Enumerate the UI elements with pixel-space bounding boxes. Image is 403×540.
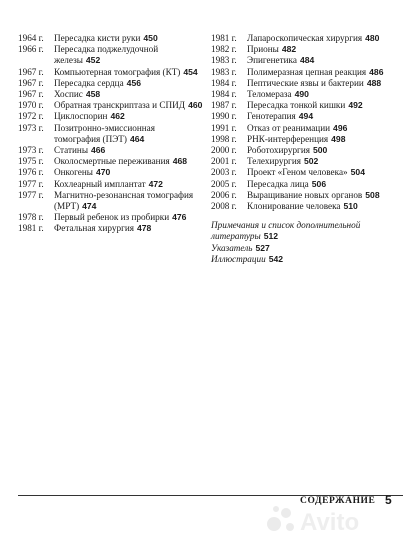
toc-entry-title-text: Магнитно-резонансная томография (МРТ) [54,189,194,212]
toc-entry-page: 478 [137,223,152,234]
toc-entry-title-text: Пересадка поджелудочной железы [54,44,159,66]
toc-entry-year: 1970 г. [18,100,44,111]
toc-entry [211,33,401,44]
toc-entry-page: 462 [110,111,125,122]
toc-entry-title [247,156,401,167]
toc-entry [18,44,203,66]
toc-entry-year: 1973 г. [18,145,44,156]
toc-entry [18,111,203,122]
toc-entry [18,123,203,145]
toc-entry-page: 490 [294,89,309,100]
toc-entry-title [247,100,401,111]
toc-entry-year: 1990 г. [211,111,237,122]
toc-entry-title-text: Пересадка кисти руки [54,33,141,43]
toc-entry-page: 484 [299,55,315,66]
toc-entry-year: 1981 г. [18,223,44,234]
toc-entry [18,179,203,190]
toc-entry-page: 450 [143,33,158,43]
toc-entry-title-text: Компьютерная томография (КТ) [54,66,181,77]
toc-entry-year: 1984 г. [211,89,237,100]
toc-entry [211,100,401,111]
toc-entry-title-text: Отказ от реанимации [247,122,331,133]
toc-entry-title-text: Статины [54,145,88,156]
toc-entry-year: 1987 г. [211,100,237,111]
toc-entry [18,33,203,44]
toc-entry-year: 1972 г. [18,111,44,122]
toc-entry-year: 1967 г. [18,77,44,88]
toc-entry-page: 458 [85,89,101,100]
toc-entry [18,67,203,78]
toc-entry-page: 466 [91,145,106,156]
toc-entry-title-text: Выращивание новых органов [247,189,363,200]
toc-entry-year: 1967 г. [18,89,44,100]
toc-entry-year: 1966 г. [18,44,44,55]
toc-entry-title [247,134,401,145]
toc-entry [211,55,401,66]
toc-entry-page: 454 [183,66,198,77]
toc-entry-title [247,123,401,134]
toc-entry [18,78,203,89]
toc-entry-title [247,190,401,201]
toc-entry [18,167,203,178]
toc-entry-title [54,111,203,122]
toc-entry-page: 486 [369,66,384,77]
toc-entry-title [247,55,401,66]
toc-entry-title-text: Роботохирургия [247,145,310,156]
footer-section-title: СОДЕРЖАНИЕ [300,496,376,506]
toc-entry-title-text: Пересадка лица [247,178,309,189]
toc-entry [18,190,203,212]
toc-entry-year: 1983 г. [211,55,237,66]
toc-entry-title-text: Онкогены [54,167,93,178]
toc-entry [211,67,401,78]
toc-entry-year: 1977 г. [18,178,44,189]
toc-entry-year: 1991 г. [211,122,237,133]
back-matter-title: Указатель [211,242,253,253]
toc-entry-title [54,156,203,167]
toc-entry-title [247,111,401,122]
toc-entry-title [247,78,401,89]
toc-entry-title-text: Лапароскопическая хирургия [247,33,363,43]
back-matter-entry [211,220,401,242]
toc-entry-page: 476 [172,212,187,223]
toc-entry-title [247,33,401,44]
toc-entry-page: 488 [366,77,382,88]
toc-entry-year: 2008 г. [211,201,237,212]
toc-entry-title [54,167,203,178]
back-matter-title: Иллюстрации [211,253,266,264]
toc-entry [211,123,401,134]
toc-entry-title-text: Позитронно-эмиссионная томография (ПЭТ) [54,122,155,144]
toc-entry-page: 468 [172,156,188,167]
toc-entry-year: 1984 г. [211,77,237,88]
back-matter-entry [211,254,401,265]
avito-watermark-icon [262,498,402,540]
toc-entry-title-text: Пересадка сердца [54,77,124,88]
toc-entry-title-text: Клонирование человека [247,201,341,212]
toc-entry-title-text: Проект «Геном человека» [247,167,348,178]
toc-entry-title [247,179,401,190]
toc-entry-title [247,44,401,55]
toc-entry-year: 1998 г. [211,133,237,144]
toc-entry-year: 1975 г. [18,156,44,167]
toc-entry-title [247,201,401,212]
toc-entry-title [247,67,401,78]
toc-entry-title-text: Циклоспорин [54,111,108,122]
spacer [211,212,401,220]
toc-entry-title-text: Хоспис [54,89,83,100]
toc-entry-year: 2006 г. [211,189,237,200]
toc-entry-year: 2000 г. [211,145,237,156]
back-matter-title: Примечания и список дополнительной литературы [211,220,361,242]
toc-entry-title [54,67,203,78]
toc-entry-title-text: Околосмертные переживания [54,156,170,167]
toc-entry-page: 506 [311,178,327,189]
toc-entry-year: 1977 г. [18,189,44,200]
toc-entry-page: 482 [281,44,297,55]
toc-entry-title [54,212,203,223]
toc-entry [211,190,401,201]
toc-entry [211,89,401,100]
toc-entry-title-text: Полимеразная цепная реакция [247,66,367,77]
toc-entry-page: 498 [331,133,346,144]
toc-entry-page: 508 [365,189,380,200]
toc-entry-page: 494 [298,111,314,122]
toc-entry-page: 474 [82,201,97,212]
toc-entry-page: 510 [343,201,358,212]
toc-entry-title [54,33,203,44]
toc-entry-page: 480 [365,33,380,43]
toc-entry-title [54,190,203,212]
toc-entry-page: 464 [129,133,145,144]
toc-entry-title [54,44,203,66]
back-matter-page: 512 [263,231,279,242]
toc-entry-page: 500 [312,145,328,156]
toc-entry-title [54,100,203,111]
toc-entry [211,44,401,55]
toc-entry-title-text: Фетальная хирургия [54,223,134,234]
toc-entry [211,201,401,212]
toc-entry-title [54,78,203,89]
toc-entry-title [54,179,203,190]
toc-entry [211,145,401,156]
toc-entry-title-text: Прионы [247,44,279,55]
toc-entry-title-text: Генотерапия [247,111,296,122]
toc-entry-year: 1976 г. [18,167,44,178]
toc-entry-title [247,145,401,156]
toc-entry-title [54,223,203,234]
toc-entry-title-text: Теломераза [247,89,292,100]
toc-entry-page: 456 [126,77,142,88]
toc-entry-year: 1964 г. [18,33,44,43]
toc-entry-year: 1983 г. [211,66,237,77]
toc-entry-title-text: Пересадка тонкой кишки [247,100,346,111]
toc-entry-title-text: РНК-интерференция [247,133,329,144]
avito-watermark-text: Avito [300,509,360,536]
toc-entry [211,111,401,122]
toc-entry-title-text: Телехирургия [247,156,301,167]
back-matter-page: 542 [268,253,284,264]
toc-entry-year: 1973 г. [18,122,44,133]
toc-entry-title-text: Кохлеарный имплантат [54,178,146,189]
toc-entry-page: 492 [348,100,363,111]
toc-entry-title-text: Пептические язвы и бактерии [247,77,364,88]
toc-entry-title [54,123,203,145]
toc-entry [18,145,203,156]
toc-entry-title [54,145,203,156]
back-matter-page: 527 [255,242,270,253]
toc-entry-page: 496 [333,122,348,133]
toc-entry-year: 1967 г. [18,66,44,77]
toc-entry-page: 460 [188,100,203,111]
toc-entry-title [54,89,203,100]
toc-entry-page: 452 [85,55,101,66]
toc-entry-year: 1982 г. [211,44,237,55]
toc-entry [211,167,401,178]
toc-entry-page: 504 [350,167,365,178]
toc-entry-title [247,89,401,100]
toc-right-column [211,33,401,265]
toc-entry [18,212,203,223]
toc-entry [18,156,203,167]
toc-entry [211,179,401,190]
toc-entry [211,156,401,167]
toc-left-column [18,33,203,235]
toc-entry-title-text: Эпигенетика [247,55,297,66]
toc-entry-year: 2005 г. [211,178,237,189]
back-matter-entry [211,243,401,254]
toc-entry-page: 470 [95,167,111,178]
toc-entry [211,134,401,145]
toc-entry-year: 1978 г. [18,212,44,223]
toc-entry-title [247,167,401,178]
toc-entry-year: 2001 г. [211,156,237,167]
toc-entry [18,89,203,100]
footer-page-number: 5 [385,493,392,507]
toc-entry-page: 502 [303,156,319,167]
toc-entry-year: 1981 г. [211,33,237,43]
toc-entry-title-text: Первый ребенок из пробирки [54,212,170,223]
toc-entry [18,100,203,111]
toc-entry-title-text: Обратная транскриптаза и СПИД [54,100,186,111]
toc-entry [18,223,203,234]
toc-entry-year: 2003 г. [211,167,237,178]
toc-entry [211,78,401,89]
toc-entry-page: 472 [148,178,163,189]
